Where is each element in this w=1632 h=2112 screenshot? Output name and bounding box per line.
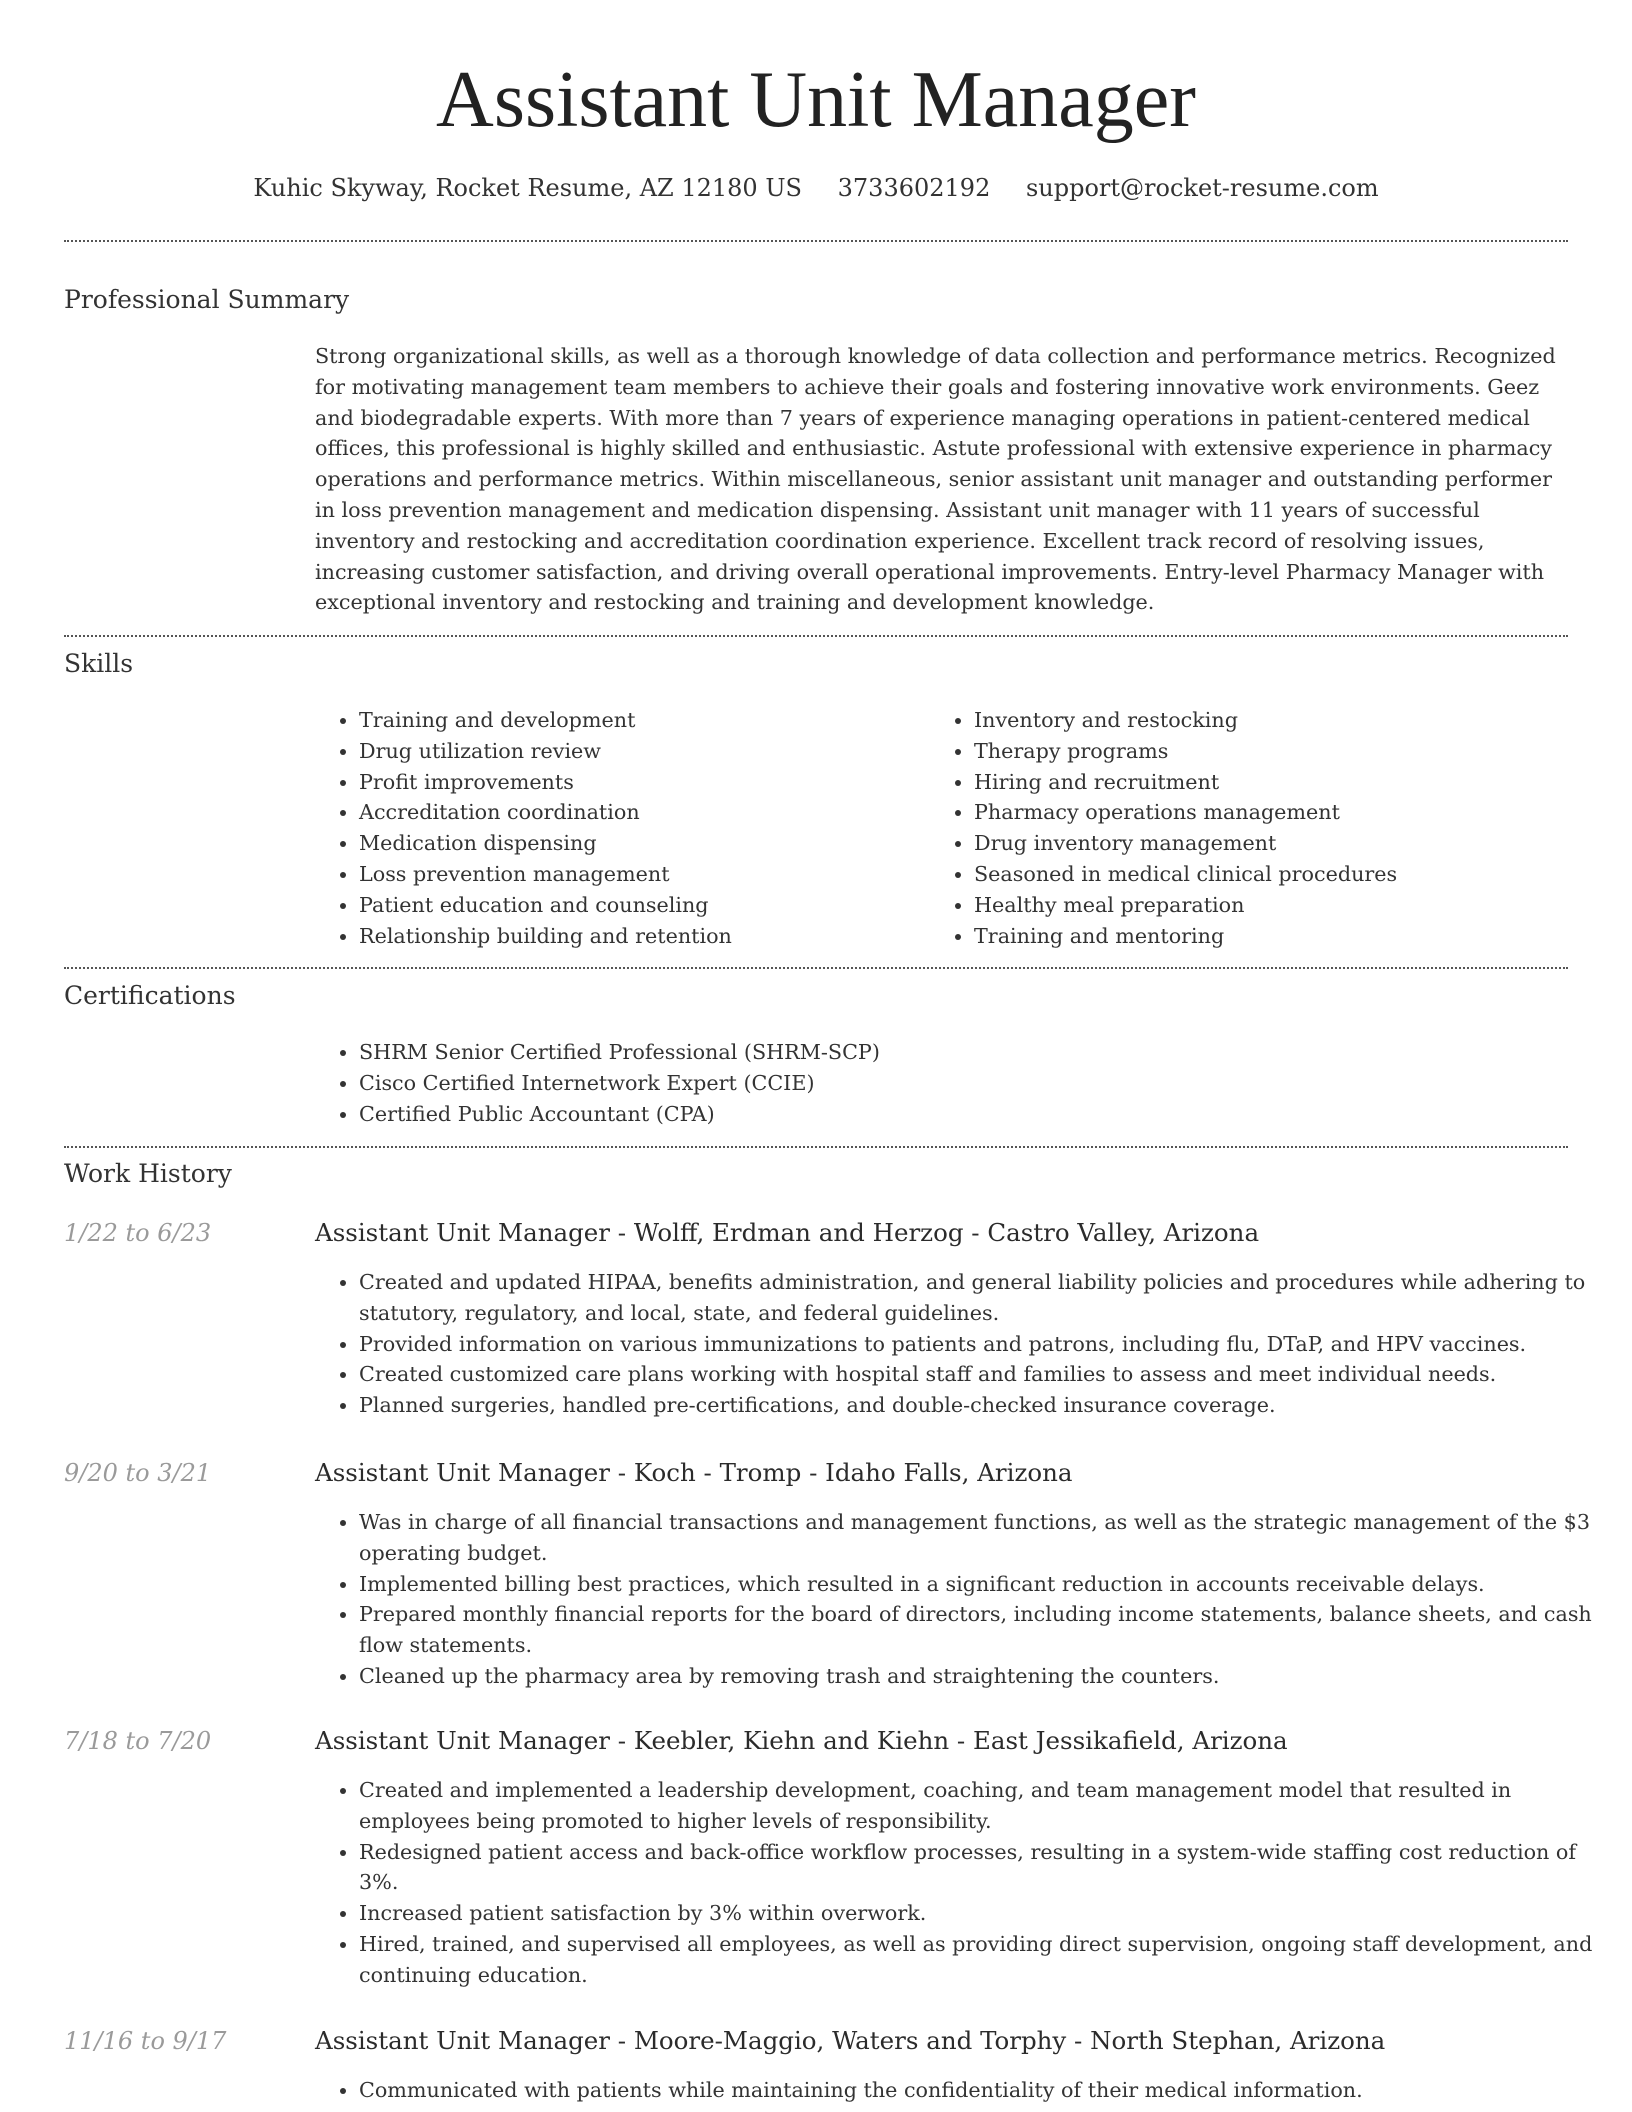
skill-item: • Profit improvements	[359, 767, 959, 798]
certification-item: • SHRM Senior Certified Professional (SHRM-SCP)	[359, 1037, 1609, 1068]
certifications-list	[315, 1037, 1609, 1129]
job-dates: 9/20 to 3/21	[64, 1459, 212, 1487]
summary-text: Strong organizational skills, as well as a thorough knowledge of data collection and performance metrics. Recognized for motivating management team members to achieve their goals and fostering innovative work environments. Geez and biodegradable experts. With more than 7 years of experience managing operations in patient-centered medical offices, this professional is highly skilled and enthusiastic. Astute professional with extensive experience in pharmacy operations and performance metrics. Within miscellaneous, senior assistant unit manager and outstanding performer in loss prevention management and medication dispensing. Assistant unit manager with 11 years of successful inventory and restocking and accreditation coordination experience. Excellent track record of resolving issues, increasing customer satisfaction, and driving overall operational improvements. Entry-level Pharmacy Manager with exceptional inventory and restocking and training and development knowledge.	[315, 344, 1556, 615]
job-bullet: • Created and implemented a leadership development, coaching, and team management model that resulted in employees being promoted to higher levels of responsibility.	[359, 1775, 1614, 1837]
skill-item: • Therapy programs	[974, 736, 1594, 767]
job-dates: 7/18 to 7/20	[64, 1727, 212, 1755]
contact-line	[0, 172, 1632, 204]
skill-item: • Relationship building and retention	[359, 921, 959, 952]
job-bullet: • Implemented billing best practices, which resulted in a significant reduction in accounts receivable delays.	[359, 1569, 1614, 1600]
skill-item: • Medication dispensing	[359, 828, 959, 859]
skill-item: • Healthy meal preparation	[974, 890, 1594, 921]
certification-item: • Certified Public Accountant (CPA)	[359, 1099, 1609, 1130]
skill-item: • Accreditation coordination	[359, 797, 959, 828]
certifications-heading: Certifications	[64, 981, 236, 1010]
job-bullet: • Provided information on various immunizations to patients and patrons, including flu, DTaP, and HPV vaccines.	[359, 1329, 1614, 1360]
skill-item: • Drug inventory management	[974, 828, 1594, 859]
job-bullet: • Communicated with patients while maintaining the confidentiality of their medical information.	[359, 2075, 1614, 2106]
job-bullet: • Planned surgeries, handled pre-certifications, and double-checked insurance coverage.	[359, 1390, 1614, 1421]
job-title: Assistant Unit Manager - Moore-Maggio, Waters and Torphy - North Stephan, Arizona	[315, 2026, 1386, 2055]
skills-list-right	[930, 705, 1594, 951]
job-bullet: • Prepared monthly financial reports for the board of directors, including income statements, balance sheets, and cash flow statements.	[359, 1599, 1614, 1661]
job-bullet: • Cleaned up the pharmacy area by removing trash and straightening the counters.	[359, 1661, 1614, 1692]
work-history-heading: Work History	[64, 1159, 232, 1188]
job-bullet: • Hired, trained, and supervised all employees, as well as providing direct supervision, ongoing staff development, and continuing education.	[359, 1929, 1614, 1991]
job-dates: 1/22 to 6/23	[64, 1219, 212, 1247]
skill-item: • Hiring and recruitment	[974, 767, 1594, 798]
job-title: Assistant Unit Manager - Koch - Tromp - Idaho Falls, Arizona	[315, 1458, 1073, 1487]
skill-item: • Patient education and counseling	[359, 890, 959, 921]
section-divider	[64, 1146, 1568, 1148]
skills-heading: Skills	[64, 649, 134, 678]
job-bullets	[315, 1775, 1614, 1991]
section-divider	[64, 967, 1568, 969]
job-bullet: • Was in charge of all financial transactions and management functions, as well as the strategic management of the $3 operating budget.	[359, 1507, 1614, 1569]
contact-address: Kuhic Skyway, Rocket Resume, AZ 12180 US	[253, 174, 802, 202]
section-divider	[64, 240, 1568, 242]
job-title: Assistant Unit Manager - Keebler, Kiehn and Kiehn - East Jessikafield, Arizona	[315, 1726, 1288, 1755]
skill-item: • Pharmacy operations management	[974, 797, 1594, 828]
contact-phone: 3733602192	[837, 174, 991, 202]
skill-item: • Training and development	[359, 705, 959, 736]
job-title: Assistant Unit Manager - Wolff, Erdman and Herzog - Castro Valley, Arizona	[315, 1218, 1260, 1247]
skill-item: • Seasoned in medical clinical procedures	[974, 859, 1594, 890]
job-dates: 11/16 to 9/17	[64, 2027, 227, 2055]
skill-item: • Training and mentoring	[974, 921, 1594, 952]
job-bullets	[315, 1507, 1614, 1692]
skills-list-left	[315, 705, 959, 951]
summary-heading: Professional Summary	[64, 285, 350, 314]
job-bullet: • Redesigned patient access and back-office workflow processes, resulting in a system-wide staffing cost reduction of 3%.	[359, 1837, 1614, 1899]
resume-name: Assistant Unit Manager	[436, 56, 1196, 144]
job-bullets	[315, 1267, 1614, 1421]
job-bullet: • Created and updated HIPAA, benefits administration, and general liability policies and procedures while adhering to statutory, regulatory, and local, state, and federal guidelines.	[359, 1267, 1614, 1329]
job-bullet: • Increased patient satisfaction by 3% within overwork.	[359, 1898, 1614, 1929]
job-bullets	[315, 2075, 1614, 2106]
skill-item: • Drug utilization review	[359, 736, 959, 767]
skill-item: • Loss prevention management	[359, 859, 959, 890]
certification-item: • Cisco Certified Internetwork Expert (CCIE)	[359, 1068, 1609, 1099]
job-bullet: • Created customized care plans working with hospital staff and families to assess and meet individual needs.	[359, 1359, 1614, 1390]
contact-email: support@rocket-resume.com	[1025, 174, 1379, 202]
section-divider	[64, 635, 1568, 637]
skill-item: • Inventory and restocking	[974, 705, 1594, 736]
